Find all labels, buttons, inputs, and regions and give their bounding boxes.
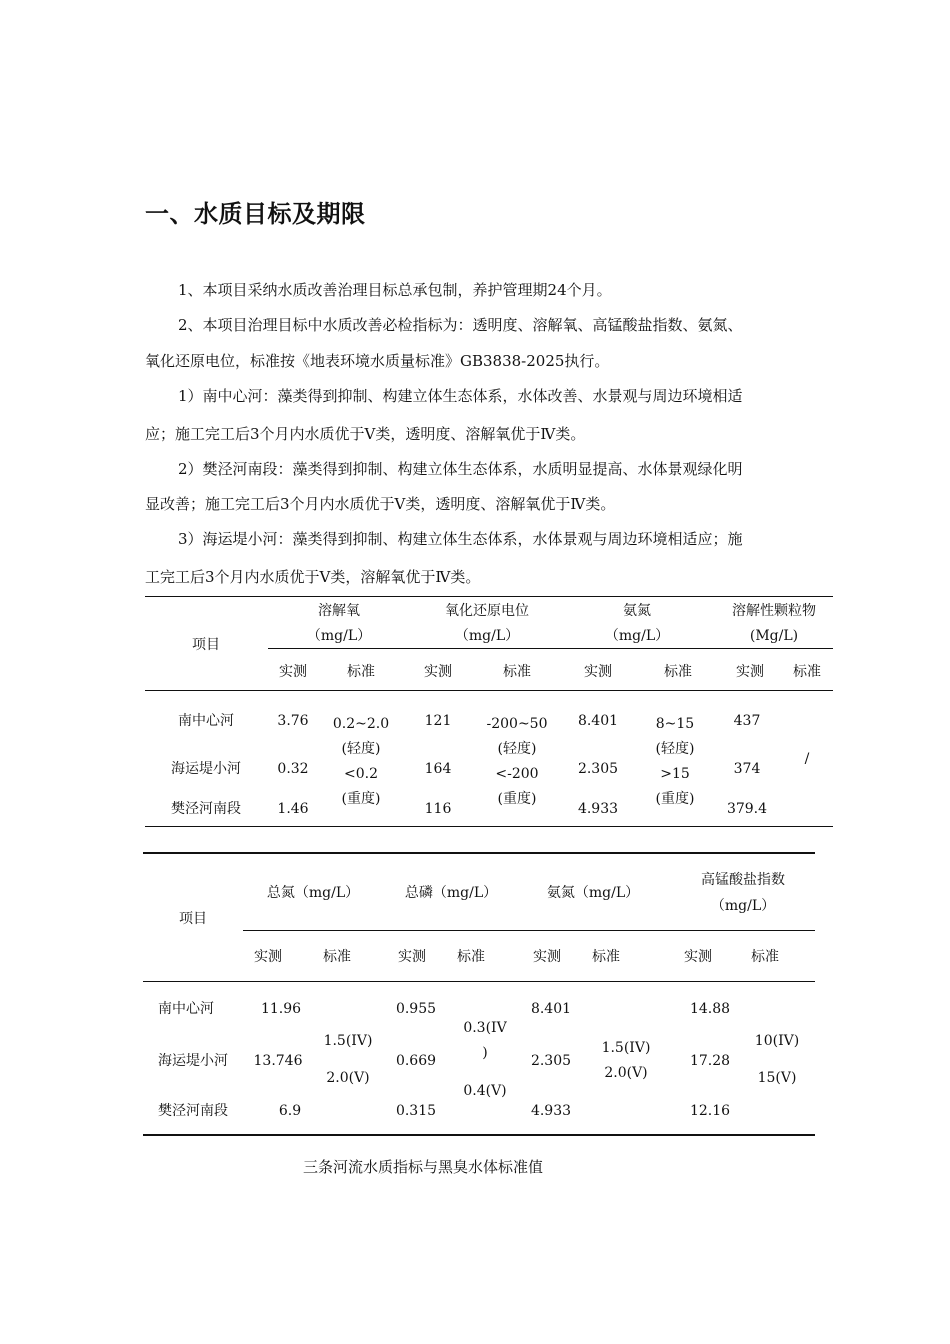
measured-header: 实测 [398, 949, 426, 965]
measured-header: 实测 [279, 664, 307, 680]
paragraph-line: 3）海运堤小河：藻类得到抑制、构建立体生态体系，水体景观与周边环境相适应；施 [178, 530, 743, 548]
river-name: 南中心河 [178, 713, 234, 729]
measured-value: 3.76 [277, 713, 309, 729]
paragraph-line: 显改善；施工完工后3个月内水质优于Ⅴ类，透明度、溶解氧优于Ⅳ类。 [145, 495, 616, 513]
measured-value: 437 [733, 713, 761, 729]
column-group-header: 溶解性颗粒物 [732, 603, 816, 619]
measured-value: 379.4 [726, 801, 768, 817]
table-rule [143, 1134, 815, 1136]
measured-value: 0.955 [395, 1001, 437, 1017]
standard-header: 标准 [793, 664, 821, 680]
measured-value: 0.315 [395, 1103, 437, 1119]
standard-value: 8~15 [655, 716, 695, 732]
column-group-header: 高锰酸盐指数 [701, 872, 785, 888]
measured-value: 164 [424, 761, 452, 777]
river-name: 海运堤小河 [158, 1053, 228, 1069]
measured-value: 11.96 [260, 1001, 302, 1017]
standard-value: <0.2 [344, 766, 378, 782]
column-group-unit: (Mg/L) [749, 628, 799, 644]
column-group-header: 氧化还原电位 [445, 603, 529, 619]
standard-header: 标准 [503, 664, 531, 680]
measured-value: 8.401 [530, 1001, 572, 1017]
column-group-header: 氨氮 [623, 603, 651, 619]
measured-value: 1.46 [277, 801, 309, 817]
measured-value: 0.32 [277, 761, 309, 777]
standard-header: 标准 [457, 949, 485, 965]
measured-value: 2.305 [577, 761, 619, 777]
table-rule [143, 981, 815, 982]
table-rule [268, 648, 833, 649]
standard-value: (轻度) [341, 741, 381, 757]
measured-value: 8.401 [577, 713, 619, 729]
measured-header: 实测 [533, 949, 561, 965]
measured-value: 2.305 [530, 1053, 572, 1069]
measured-value: 12.16 [689, 1103, 731, 1119]
measured-value: 4.933 [530, 1103, 572, 1119]
paragraph-line: 2）樊泾河南段：藻类得到抑制、构建立体生态体系，水质明显提高、水体景观绿化明 [178, 460, 743, 478]
paragraph-line: 应；施工完工后3个月内水质优于Ⅴ类，透明度、溶解氧优于Ⅳ类。 [145, 425, 586, 443]
standard-value: 1.5(IV) [323, 1033, 373, 1049]
measured-value: 374 [733, 761, 761, 777]
measured-value: 4.933 [577, 801, 619, 817]
measured-value: 116 [424, 801, 452, 817]
measured-value: 6.9 [278, 1103, 302, 1119]
paragraph-line: 氧化还原电位，标准按《地表环境水质量标准》GB3838-2025执行。 [145, 352, 610, 370]
standard-value: >15 [660, 766, 690, 782]
standard-value: <-200 [495, 766, 539, 782]
table-caption: 三条河流水质指标与黑臭水体标准值 [303, 1158, 544, 1176]
standard-value: 0.2~2.0 [332, 716, 390, 732]
table-rule [243, 930, 815, 931]
table-rule [143, 852, 815, 854]
column-group-header: 氨氮（mg/L） [546, 885, 640, 901]
item-header: 项目 [192, 637, 220, 653]
standard-header: 标准 [323, 949, 351, 965]
measured-header: 实测 [684, 949, 712, 965]
standard-value: 0.3(IV [463, 1020, 507, 1036]
table-rule [145, 690, 833, 691]
standard-value: 2.0(V) [326, 1070, 370, 1086]
column-group-unit: （mg/L） [604, 628, 670, 644]
standard-value: 0.4(V) [463, 1083, 507, 1099]
paragraph-line: 2、本项目治理目标中水质改善必检指标为：透明度、溶解氧、高锰酸盐指数、氨氮、 [178, 316, 743, 334]
paragraph-line: 工完工后3个月内水质优于Ⅴ类，溶解氧优于Ⅳ类。 [145, 568, 481, 586]
standard-header: 标准 [751, 949, 779, 965]
section-heading: 一、水质目标及期限 [145, 200, 366, 228]
measured-value: 0.669 [395, 1053, 437, 1069]
standard-value: (重度) [655, 791, 695, 807]
column-group-unit: （mg/L） [306, 628, 372, 644]
column-group-header: 总磷（mg/L） [404, 885, 498, 901]
standard-value: (重度) [341, 791, 381, 807]
measured-header: 实测 [424, 664, 452, 680]
standard-value: 10(IV) [754, 1033, 800, 1049]
standard-header: 标准 [347, 664, 375, 680]
paragraph-line: 1、本项目采纳水质改善治理目标总承包制，养护管理期24个月。 [178, 281, 612, 299]
column-group-unit: （mg/L） [710, 898, 776, 914]
standard-value: (重度) [497, 791, 537, 807]
standard-value: -200~50 [486, 716, 548, 732]
standard-value: 1.5(IV) [601, 1040, 651, 1056]
measured-header: 实测 [584, 664, 612, 680]
paragraph-line: 1）南中心河：藻类得到抑制、构建立体生态体系，水体改善、水景观与周边环境相适 [178, 387, 743, 405]
measured-header: 实测 [736, 664, 764, 680]
measured-value: 121 [424, 713, 452, 729]
column-group-unit: （mg/L） [454, 628, 520, 644]
standard-value: (轻度) [497, 741, 537, 757]
item-header: 项目 [179, 911, 207, 927]
standard-value: ) [482, 1045, 488, 1061]
standard-value: 15(V) [757, 1070, 797, 1086]
river-name: 樊泾河南段 [171, 801, 241, 817]
measured-value: 14.88 [689, 1001, 731, 1017]
column-group-header: 总氮（mg/L） [266, 885, 360, 901]
river-name: 樊泾河南段 [158, 1103, 228, 1119]
standard-header: 标准 [664, 664, 692, 680]
standard-value: 2.0(V) [604, 1065, 648, 1081]
measured-value: 17.28 [689, 1053, 731, 1069]
river-name: 南中心河 [158, 1001, 214, 1017]
column-group-header: 溶解氧 [318, 603, 360, 619]
measured-value: 13.746 [253, 1053, 303, 1069]
standard-header: 标准 [592, 949, 620, 965]
measured-header: 实测 [254, 949, 282, 965]
standard-value: / [804, 751, 810, 767]
river-name: 海运堤小河 [171, 761, 241, 777]
standard-value: (轻度) [655, 741, 695, 757]
table-rule [145, 826, 833, 827]
table-rule [145, 596, 833, 597]
